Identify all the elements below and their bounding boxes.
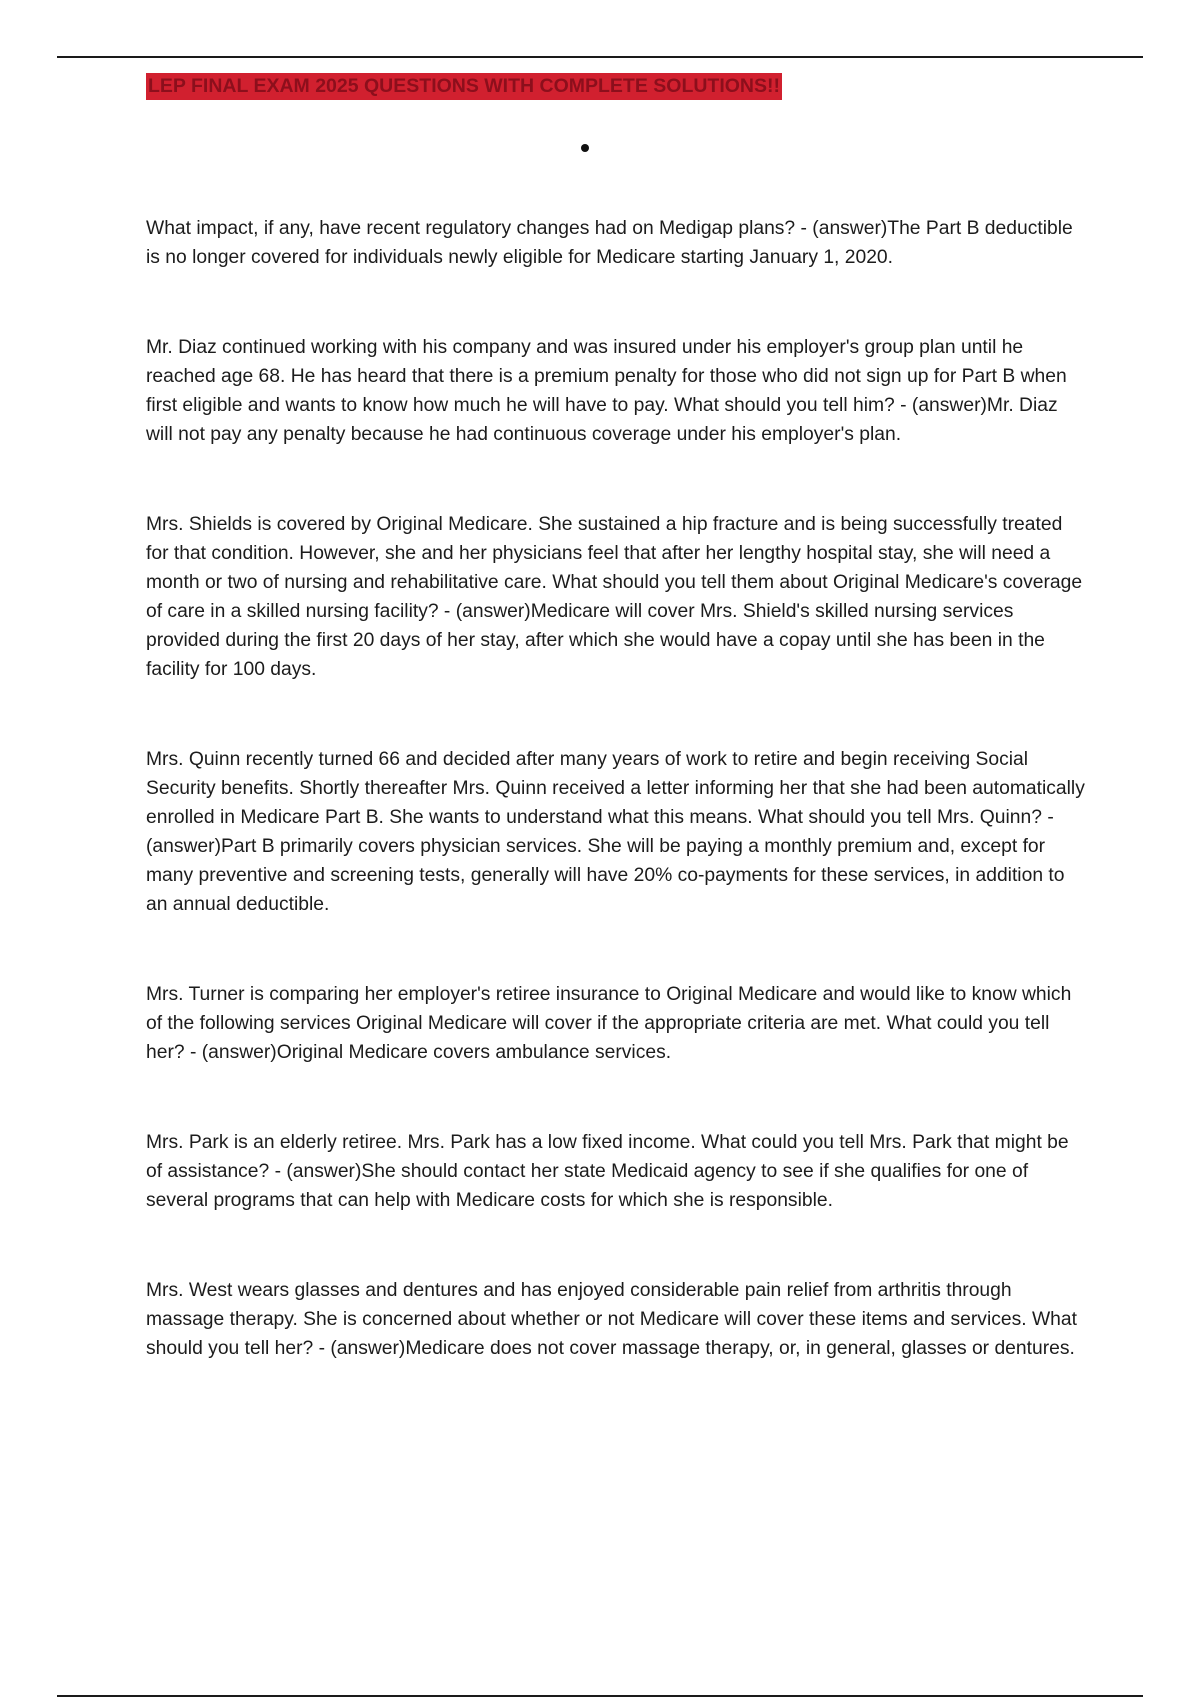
bottom-rule: [57, 1695, 1143, 1697]
qa-item-6: Mrs. Park is an elderly retiree. Mrs. Park has a low fixed income. What could you tell Mrs. Park that might be of assistance? - (answer)She should contact her state Medicaid agency to see if she qualifies for one of several programs that can help with Medicare costs for which she is responsible.: [146, 1132, 1069, 1211]
qa-item-2: Mr. Diaz continued working with his company and was insured under his employer's group plan until he reached age 68. He has heard that there is a premium penalty for those who did not sign up for Part B when first eligible and wants to know how much he will have to pay. What should you tell him? - (answer)Mr. Diaz will not pay any penalty because he had continuous coverage under his employer's plan.: [146, 337, 1067, 445]
qa-item-1: What impact, if any, have recent regulatory changes had on Medigap plans? - (answer)The Part B deductible is no longer covered for individuals newly eligible for Medicare starting January 1, 2020.: [146, 218, 1073, 268]
qa-item-7: Mrs. West wears glasses and dentures and has enjoyed considerable pain relief from arthritis through massage therapy. She is concerned about whether or not Medicare will cover these items and services. What should you tell her? - (answer)Medicare does not cover massage therapy, or, in general, glasses or dentures.: [146, 1280, 1077, 1359]
qa-item-5: Mrs. Turner is comparing her employer's retiree insurance to Original Medicare and would like to know which of the following services Original Medicare will cover if the appropriate criteria are met. What could you tell her? - (answer)Original Medicare covers ambulance services.: [146, 984, 1072, 1063]
document-title: LEP FINAL EXAM 2025 QUESTIONS WITH COMPLETE SOLUTIONS!!: [146, 73, 782, 100]
top-rule: [57, 56, 1143, 58]
qa-item-4: Mrs. Quinn recently turned 66 and decided after many years of work to retire and begin receiving Social Security benefits. Shortly thereafter Mrs. Quinn received a letter informing her that she had been automatically enrolled in Medicare Part B. She wants to understand what this means. What should you tell Mrs. Quinn? - (answer)Part B primarily covers physician services. She will be paying a monthly premium and, except for many preventive and screening tests, generally will have 20% co-payments for these services, in addition to an annual deductible.: [146, 749, 1085, 915]
qa-item-3: Mrs. Shields is covered by Original Medicare. She sustained a hip fracture and is being successfully treated for that condition. However, she and her physicians feel that after her lengthy hospital stay, she will need a month or two of nursing and rehabilitative care. What should you tell them about Original Medicare's coverage of care in a skilled nursing facility? - (answer)Medicare will cover Mrs. Shield's skilled nursing services provided during the first 20 days of her stay, after which she would have a copay until she has been in the facility for 100 days.: [146, 514, 1083, 680]
bullet-icon: [581, 144, 589, 152]
qa-list: [146, 214, 1088, 1363]
